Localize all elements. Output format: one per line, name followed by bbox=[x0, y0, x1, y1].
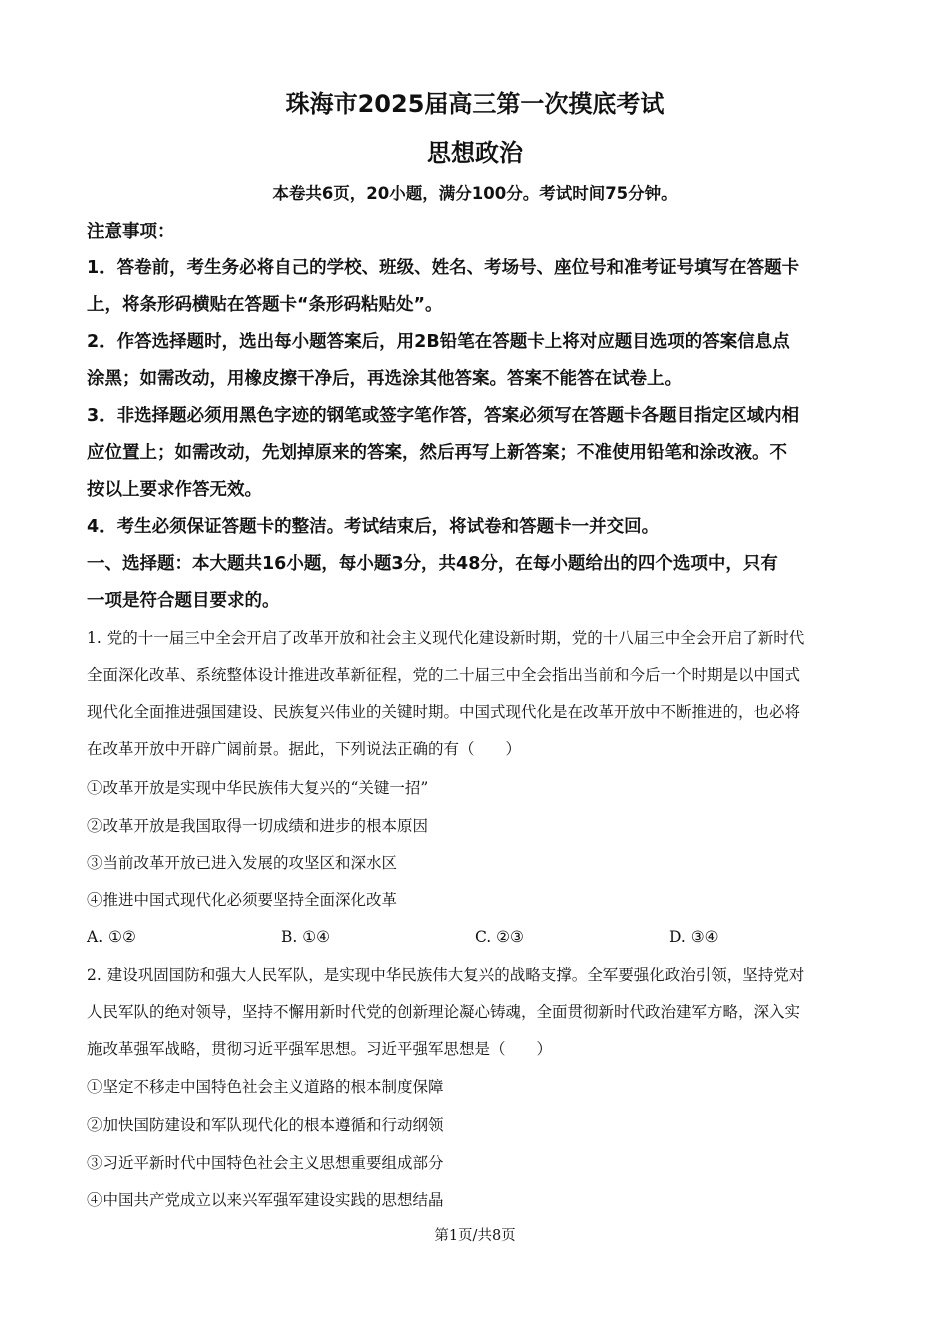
q2-stem-line: 2. 建设巩固国防和强大人民军队，是实现中华民族伟大复兴的战略支撑。全军要强化政治引领，坚持党对 bbox=[87, 966, 805, 984]
notice-line: 2．作答选择题时，选出每小题答案后，用2B铅笔在答题卡上将对应题目选项的答案信息点 bbox=[87, 332, 790, 352]
q2-statement: ①坚定不移走中国特色社会主义道路的根本制度保障 bbox=[87, 1078, 444, 1096]
notice-line: 应位置上；如需改动，先划掉原来的答案，然后再写上新答案；不准使用铅笔和涂改液。不 bbox=[87, 443, 787, 463]
exam-title: 珠海市2025届高三第一次摸底考试 bbox=[285, 90, 665, 118]
q2-statement: ④中国共产党成立以来兴军强军建设实践的思想结晶 bbox=[87, 1191, 444, 1209]
q1-stem-line: 现代化全面推进强国建设、民族复兴伟业的关键时期。中国式现代化是在改革开放中不断推进的，也必将 bbox=[87, 703, 801, 721]
q1-option-a: A. ①② bbox=[87, 928, 136, 946]
subject-title: 思想政治 bbox=[427, 139, 523, 167]
q1-stem-line: 1. 党的十一届三中全会开启了改革开放和社会主义现代化建设新时期，党的十八届三中全会开启了新时代 bbox=[87, 629, 805, 647]
q2-statement: ②加快国防建设和军队现代化的根本遵循和行动纲领 bbox=[87, 1116, 444, 1134]
notice-line: 1．答卷前，考生务必将自己的学校、班级、姓名、考场号、座位号和准考证号填写在答题卡 bbox=[87, 258, 800, 278]
section-heading: 一项是符合题目要求的。 bbox=[87, 591, 280, 611]
q1-option-b: B. ①④ bbox=[281, 928, 331, 946]
exam-info: 本卷共6页，20小题，满分100分。考试时间75分钟。 bbox=[272, 184, 678, 203]
q1-statement: ①改革开放是实现中华民族伟大复兴的“关键一招” bbox=[87, 779, 429, 797]
q2-statement: ③习近平新时代中国特色社会主义思想重要组成部分 bbox=[87, 1154, 444, 1172]
q1-statement: ④推进中国式现代化必须要坚持全面深化改革 bbox=[87, 891, 398, 909]
notice-line: 4．考生必须保证答题卡的整洁。考试结束后，将试卷和答题卡一并交回。 bbox=[87, 517, 660, 537]
q1-statement: ②改革开放是我国取得一切成绩和进步的根本原因 bbox=[87, 817, 429, 835]
page-number: 第1页/共8页 bbox=[434, 1228, 516, 1244]
q2-stem-line: 人民军队的绝对领导，坚持不懈用新时代党的创新理论凝心铸魂，全面贯彻新时代政治建军方略，深入实 bbox=[87, 1003, 801, 1021]
q1-option-d: D. ③④ bbox=[669, 928, 719, 946]
q1-stem-line: 在改革开放中开辟广阔前景。据此，下列说法正确的有（ ） bbox=[87, 740, 522, 758]
notice-line: 涂黑；如需改动，用橡皮擦干净后，再选涂其他答案。答案不能答在试卷上。 bbox=[87, 369, 682, 389]
q1-statement: ③当前改革开放已进入发展的攻坚区和深水区 bbox=[87, 854, 398, 872]
q1-stem-line: 全面深化改革、系统整体设计推进改革新征程，党的二十届三中全会指出当前和今后一个时期是以中国式 bbox=[87, 666, 801, 684]
notice-line: 3．非选择题必须用黑色字迹的钢笔或签字笔作答，答案必须写在答题卡各题目指定区域内相 bbox=[87, 406, 800, 426]
section-heading: 一、选择题：本大题共16小题，每小题3分，共48分，在每小题给出的四个选项中，只有 bbox=[87, 554, 778, 574]
q2-stem-line: 施改革强军战略，贯彻习近平强军思想。习近平强军思想是（ ） bbox=[87, 1040, 553, 1058]
notice-line: 上，将条形码横贴在答题卡“条形码粘贴处”。 bbox=[87, 295, 443, 315]
notice-line: 按以上要求作答无效。 bbox=[87, 480, 262, 500]
q1-option-c: C. ②③ bbox=[475, 928, 524, 946]
notice-heading: 注意事项： bbox=[87, 222, 175, 242]
